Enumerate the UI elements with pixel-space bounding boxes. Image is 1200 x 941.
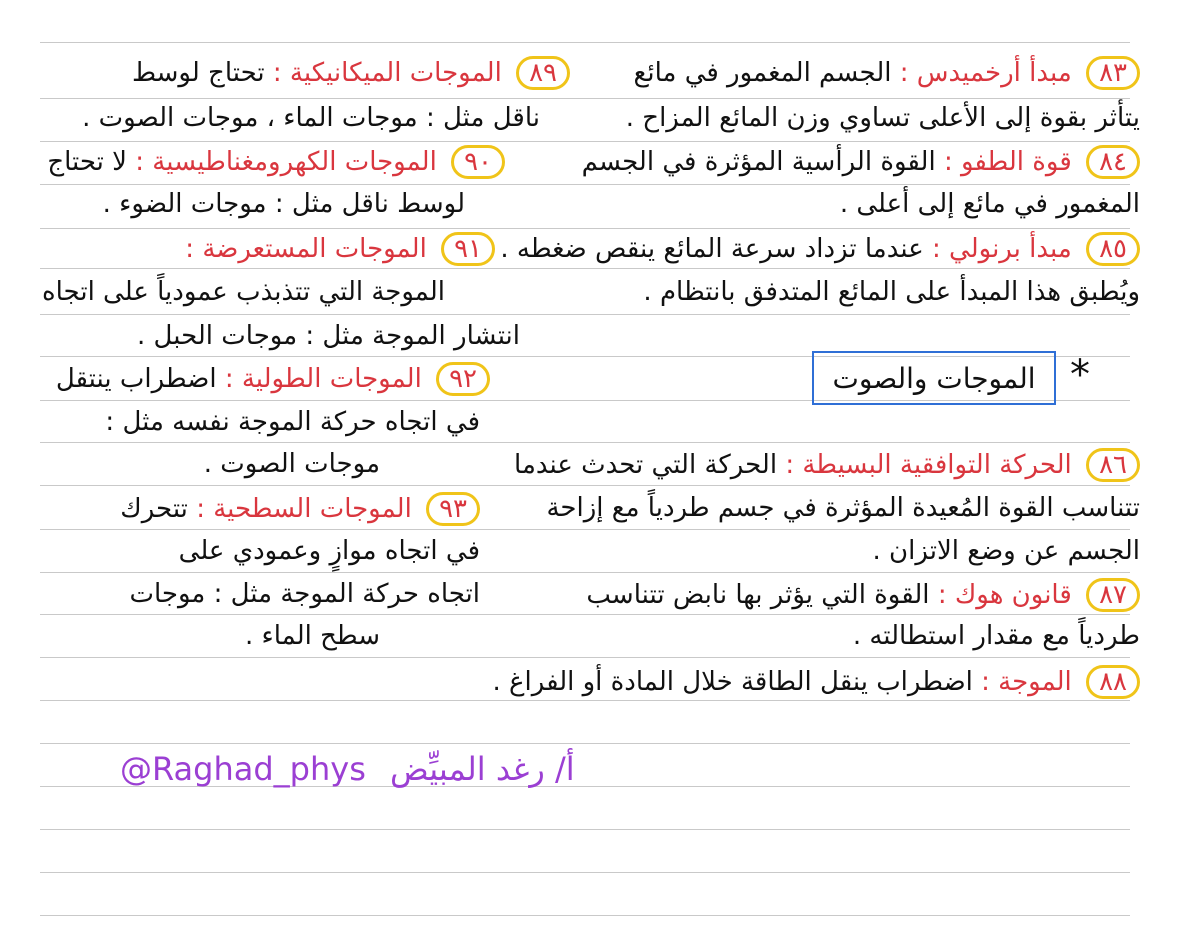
- entry-90-line2: لوسط ناقل مثل : موجات الضوء .: [102, 189, 465, 219]
- entry-83-text: الجسم المغمور في مائع: [633, 58, 892, 88]
- entry-87-term: قانون هوك :: [937, 580, 1072, 610]
- entry-84-line2: المغمور في مائع إلى أعلى .: [839, 189, 1140, 219]
- entry-92-term: الموجات الطولية :: [224, 364, 422, 394]
- entry-86-line2: تتناسب القوة المُعيدة المؤثرة في جسم طردياً مع إزاحة: [546, 493, 1140, 523]
- entry-85-line2: ويُطبق هذا المبدأ على المائع المتدفق بانتظام .: [643, 277, 1140, 307]
- ruled-line: [40, 98, 1130, 99]
- entry-87-text: القوة التي يؤثر بها نابض تتناسب: [586, 580, 930, 610]
- ruled-line: [40, 485, 1130, 486]
- entry-88-number: ٨٨: [1086, 665, 1140, 699]
- ruled-line: [40, 442, 1130, 443]
- entry-88-text: اضطراب ينقل الطاقة خلال المادة أو الفراغ .: [492, 667, 973, 697]
- entry-86-term: الحركة التوافقية البسيطة :: [785, 450, 1072, 480]
- ruled-line: [40, 614, 1130, 615]
- entry-93-line4: سطح الماء .: [244, 621, 380, 651]
- entry-91-term: الموجات المستعرضة :: [185, 234, 427, 264]
- entry-90-line1: [47, 145, 505, 179]
- entry-83-line2: يتأثر بقوة إلى الأعلى تساوي وزن المائع المزاح .: [625, 103, 1140, 133]
- entry-89-line2: ناقل مثل : موجات الماء ، موجات الصوت .: [82, 103, 540, 133]
- entry-90-term: الموجات الكهرومغناطيسية :: [135, 147, 437, 177]
- entry-83-term: مبدأ أرخميدس :: [899, 58, 1072, 88]
- ruled-line: [40, 572, 1130, 573]
- entry-84-line1: [582, 145, 1140, 179]
- entry-91-number: ٩١: [441, 232, 495, 266]
- ruled-line: [40, 184, 1130, 185]
- entry-87-line1: [586, 578, 1140, 612]
- ruled-line: [40, 700, 1130, 701]
- ruled-line: [40, 268, 1130, 269]
- entry-86-number: ٨٦: [1086, 448, 1140, 482]
- entry-91-line2: الموجة التي تتذبذب عمودياً على اتجاه: [42, 277, 445, 307]
- entry-83-line1: [634, 56, 1141, 90]
- ruled-line: [40, 872, 1130, 873]
- entry-90-text: لا تحتاج: [47, 147, 128, 177]
- entry-84-number: ٨٤: [1086, 145, 1140, 179]
- entry-86-text: الحركة التي تحدث عندما: [514, 450, 778, 480]
- entry-85-number: ٨٥: [1086, 232, 1140, 266]
- ruled-line: [40, 529, 1130, 530]
- section-title: الموجات والصوت: [812, 351, 1056, 405]
- entry-83-number: ٨٣: [1086, 56, 1140, 90]
- ruled-line: [40, 228, 1130, 229]
- entry-93-number: ٩٣: [426, 492, 480, 526]
- entry-88-line1: [492, 665, 1140, 699]
- ruled-line: [40, 915, 1130, 916]
- entry-92-text: اضطراب ينتقل: [55, 364, 217, 394]
- entry-91-line1: [185, 232, 495, 266]
- ruled-line: [40, 314, 1130, 315]
- entry-87-number: ٨٧: [1086, 578, 1140, 612]
- entry-84-term: قوة الطفو :: [943, 147, 1072, 177]
- entry-93-line3: اتجاه حركة الموجة مثل : موجات: [129, 579, 480, 609]
- entry-85-text: عندما تزداد سرعة المائع ينقص ضغطه .: [500, 234, 924, 264]
- author-handle: @Raghad_phys: [120, 750, 366, 788]
- entry-89-line1: [132, 56, 570, 90]
- entry-85-term: مبدأ برنولي :: [932, 234, 1072, 264]
- entry-86-line1: [514, 448, 1140, 482]
- entry-89-term: الموجات الميكانيكية :: [272, 58, 502, 88]
- entry-87-line2: طردياً مع مقدار استطالته .: [852, 621, 1140, 651]
- entry-93-line1: [120, 492, 480, 526]
- ruled-line: [40, 141, 1130, 142]
- entry-93-term: الموجات السطحية :: [196, 494, 412, 524]
- asterisk-mark: *: [1070, 352, 1090, 398]
- entry-92-number: ٩٢: [436, 362, 490, 396]
- entry-93-text: تتحرك: [120, 494, 188, 524]
- ruled-line: [40, 657, 1130, 658]
- ruled-line: [40, 829, 1130, 830]
- author-name: أ/ رغد المبيِّض: [390, 750, 575, 788]
- entry-93-line2: في اتجاه موازٍ وعمودي على: [178, 536, 480, 566]
- entry-88-term: الموجة :: [981, 667, 1072, 697]
- entry-84-text: القوة الرأسية المؤثرة في الجسم: [581, 147, 936, 177]
- entry-89-number: ٨٩: [516, 56, 570, 90]
- entry-92-line2: في اتجاه حركة الموجة نفسه مثل :: [105, 407, 480, 437]
- ruled-line: [40, 42, 1130, 43]
- entry-89-text: تحتاج لوسط: [131, 58, 265, 88]
- entry-92-line3: موجات الصوت .: [203, 449, 380, 479]
- entry-91-line3: انتشار الموجة مثل : موجات الحبل .: [137, 321, 520, 351]
- entry-92-line1: [56, 362, 490, 396]
- entry-86-line3: الجسم عن وضع الاتزان .: [872, 536, 1140, 566]
- entry-85-line1: [500, 232, 1140, 266]
- ruled-line: [40, 743, 1130, 744]
- entry-90-number: ٩٠: [451, 145, 505, 179]
